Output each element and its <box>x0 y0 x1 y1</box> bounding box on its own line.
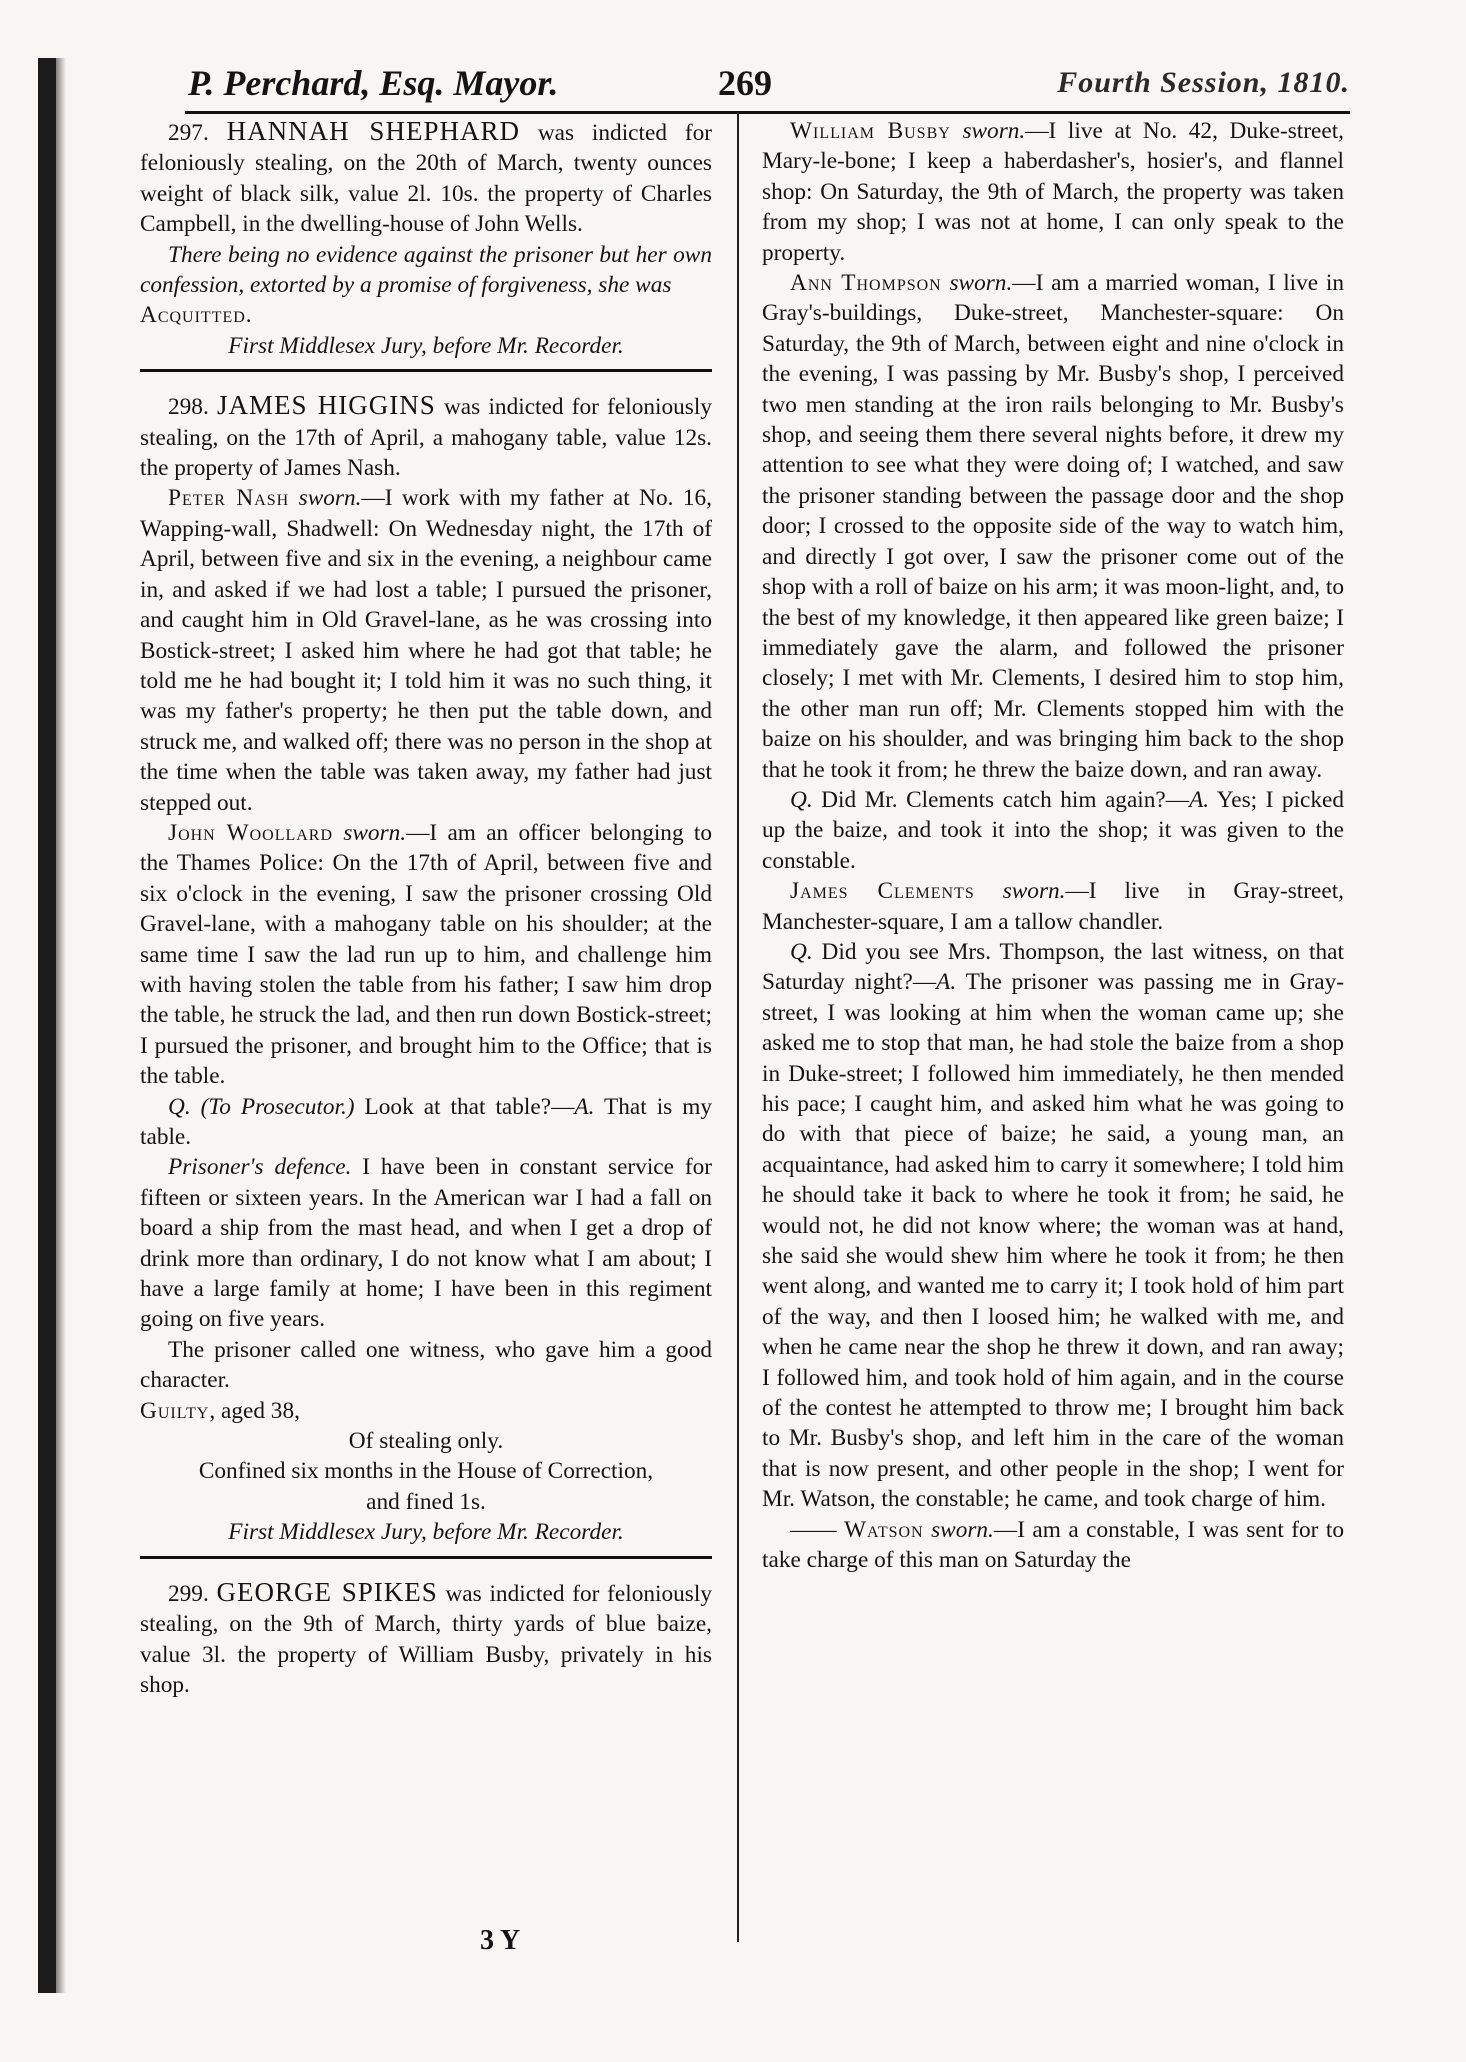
verdict-text: Guilty <box>140 1397 210 1424</box>
sworn-label: sworn. <box>931 1516 994 1543</box>
prisoner-defence <box>140 1152 712 1334</box>
sworn-label: sworn. <box>298 485 362 512</box>
testimony-text: —I work with my father at No. 16, Wapping-wall, Shadwell: On Wednesday night, the 17th of April, between five and six in the evening, a neighbour came in, and asked if we had lost a table; I pursued the prisoner, and caught him in Old Gravel-lane, as he was crossing into Bostick-street; I asked him where he had got that table; he told me he had bought it; I told him it was no such thing, it was my father's property; he then put the table down, and struck me, and walked off; there was no person in the shop at the time when the table was taken away, my father had just stepped out. <box>140 485 712 816</box>
answer-text: That is my table. <box>140 1093 713 1150</box>
entry-297 <box>140 116 712 361</box>
witness-name: Peter Nash <box>168 485 290 512</box>
sworn-label: sworn. <box>343 819 407 846</box>
entry-number: 299. <box>168 1580 209 1607</box>
indictment-text: was indicted for feloniously stealing, on the 9th of March, thirty yards of blue baize, value 3l. the property of William Busby, privately in his shop. <box>140 1580 712 1698</box>
defence-text: I have been in constant service for fifteen or sixteen years. In the American war I had a fall on board a ship from the mast head, and when I get a drop of drink more than ordinary, I do not know what I am about; I have a large family at home; I have been in this regiment going on five years. <box>140 1154 712 1333</box>
witness-ann-thompson <box>762 268 1344 785</box>
answer-text: Yes; I picked up the baize, and took it into the shop; it was given to the constable. <box>762 786 1344 874</box>
question-mark: Q. <box>790 938 813 965</box>
header-session: Fourth Session, 1810. <box>1057 66 1350 99</box>
testimony-text: —I live at No. 42, Duke-street, Mary-le-bone; I keep a haberdasher's, hosier's, and flannel shop: On Saturday, the 9th of March, the property was taken from my shop; I was not at home, I can only speak to the property. <box>762 118 1344 266</box>
sentence-line-1: Confined six months in the House of Correction, <box>198 1458 654 1485</box>
answer-mark: A. <box>574 1093 595 1120</box>
note-text: There being no evidence against the prisoner but her own confession, extorted by a promise of forgiveness, she was <box>140 241 712 299</box>
entry-298-indictment <box>140 390 712 483</box>
entry-299 <box>140 1577 712 1701</box>
verdict-age: , aged 38, <box>209 1397 300 1424</box>
left-column <box>140 116 712 1700</box>
verdict-qualifier: Of stealing only. <box>348 1428 504 1455</box>
witness-name: William Busby <box>790 118 951 144</box>
entry-298-verdict <box>140 1396 712 1426</box>
witness-name: Ann Thompson <box>790 270 942 297</box>
entry-separator <box>140 1556 712 1559</box>
entry-299-indictment <box>140 1577 712 1701</box>
header-mayor: P. Perchard, Esq. Mayor. <box>188 63 559 103</box>
witness-james-clements <box>762 876 1344 937</box>
question-text: Did you see Mrs. Thompson, the last witness, on that Saturday night?— <box>762 938 1344 996</box>
witness-john-woollard <box>140 818 712 1092</box>
entry-297-verdict: Acquitted. <box>140 302 253 329</box>
entry-separator <box>140 369 712 372</box>
page-header <box>180 60 1350 110</box>
header-rule <box>185 111 1350 114</box>
question-text: Look at that table?— <box>364 1093 575 1120</box>
defendant-name: JAMES HIGGINS <box>217 390 436 421</box>
indictment-text: was indicted for feloniously stealing, on the 20th of March, twenty ounces weight of black silk, value 2l. 10s. the property of Charles Campbell, in the dwelling-house of John Wells. <box>140 120 713 238</box>
question-mark: Q. <box>168 1093 191 1120</box>
witness-name: James Clements <box>790 878 975 905</box>
testimony-text: —I am a constable, I was sent for to take charge of this man on Saturday the <box>762 1516 1345 1574</box>
character-witness: The prisoner called one witness, who gave him a good character. <box>140 1336 712 1394</box>
witness-name: Watson <box>844 1516 924 1543</box>
entry-number: 298. <box>168 394 209 421</box>
defendant-name: GEORGE SPIKES <box>216 1576 438 1607</box>
indictment-text: was indicted for feloniously stealing, on the 17th of April, a mahogany table, value 12s. the property of James Nash. <box>140 394 712 482</box>
testimony-text: —I am a married woman, I live in Gray's-buildings, Duke-street, Manchester-square: On Saturday, the 9th of March, between eight and nine o'clock in the evening, I was passing by Mr. Busby's shop, I perceived two men standing at the iron rails belonging to Mr. Busby's shop, and seeing them there several nights before, it drew my attention to see what they were doing of; I watched, and saw the prisoner standing between the passage door and the shop door; I crossed to the opposite side of the way to watch him, and directly I got over, I saw the prisoner come out of the shop with a roll of baize on his arm; it was moon-light, and, to the best of my knowledge, it then appeared like green baize; I immediately gave the alarm, and followed the prisoner closely; I met with Mr. Clements, I desired him to stop him, the other man run off; Mr. Clements stopped him with the baize on his shoulder, and was bringing him back to the shop that he took it from; he threw the baize down, and ran away. <box>762 270 1344 783</box>
question-mark: Q. <box>790 786 813 813</box>
right-column <box>762 116 1344 1576</box>
witness-name: John Woollard <box>168 819 334 846</box>
question-aside: (To Prosecutor.) <box>200 1093 355 1120</box>
entry-298-jury: First Middlesex Jury, before Mr. Recorder. <box>228 1519 624 1546</box>
entry-297-indictment <box>140 116 712 240</box>
sentence-line-2: and fined 1s. <box>366 1488 486 1515</box>
witness-william-busby <box>762 116 1344 268</box>
sworn-label: sworn. <box>949 270 1013 297</box>
testimony-text: —I live in Gray-street, Manchester-square, I am a tallow chandler. <box>762 878 1345 935</box>
question-answer <box>762 937 1344 1515</box>
entry-297-jury: First Middlesex Jury, before Mr. Recorder. <box>228 332 624 359</box>
question-text: Did Mr. Clements catch him again?— <box>821 786 1190 813</box>
defendant-name: HANNAH SHEPHARD <box>226 116 520 146</box>
answer-text: The prisoner was passing me in Gray-street, I was looking at him when the woman came up; she asked me to stop that man, he had stole the baize from a shop in Duke-street; I followed him immediately, he then mended his pace; I caught him, and asked him what he was going to do with that piece of baize; he said, a young man, an acquaintance, had asked him to carry it somewhere; I told him he should take it back to where he took it from; he said, he would not, he did not know where; the woman was at hand, she said she would shew him where he took it from; he then went along, and wanted me to carry it; I took hold of him part of the way, and then I loosed him; he walked with me, and when he came near the shop he threw it down, and ran away; I followed him, and took hold of him again, and in the course of the contest he attempted to throw me; I brought him back to Mr. Busby's shop, and left him in the care of the woman that is now present, and other people in the shop; I went for Mr. Watson, the constable; he came, and took charge of him. <box>762 969 1345 1513</box>
entry-number: 297. <box>168 120 209 146</box>
question-answer <box>762 785 1344 876</box>
sworn-label: sworn. <box>1002 878 1066 905</box>
witness-watson <box>762 1515 1344 1576</box>
witness-peter-nash <box>140 483 712 817</box>
page-number: 269 <box>718 63 772 103</box>
entry-298 <box>140 390 712 1547</box>
answer-mark: A. <box>1189 786 1210 813</box>
answer-mark: A. <box>936 969 957 996</box>
sworn-label: sworn. <box>962 118 1026 144</box>
entry-297-note <box>140 240 712 301</box>
page-binding-edge <box>38 58 56 1993</box>
column-divider <box>737 112 739 1942</box>
question-answer <box>140 1092 712 1153</box>
name-dash: —— <box>790 1516 837 1543</box>
defence-label: Prisoner's defence. <box>168 1154 352 1181</box>
testimony-text: —I am an officer belonging to the Thames Police: On the 17th of April, between five and six o'clock in the evening, I saw the prisoner crossing Old Gravel-lane, with a mahogany table on his shoulder; at the same time I saw the lad run up to him, and challenge him with having stolen the table from his father; I saw him drop the table, he struck the lad, and then run down Bostick-street; I pursued the prisoner, and brought him to the Office; that is the table. <box>140 819 713 1090</box>
signature-mark: 3 Y <box>480 1925 521 1956</box>
